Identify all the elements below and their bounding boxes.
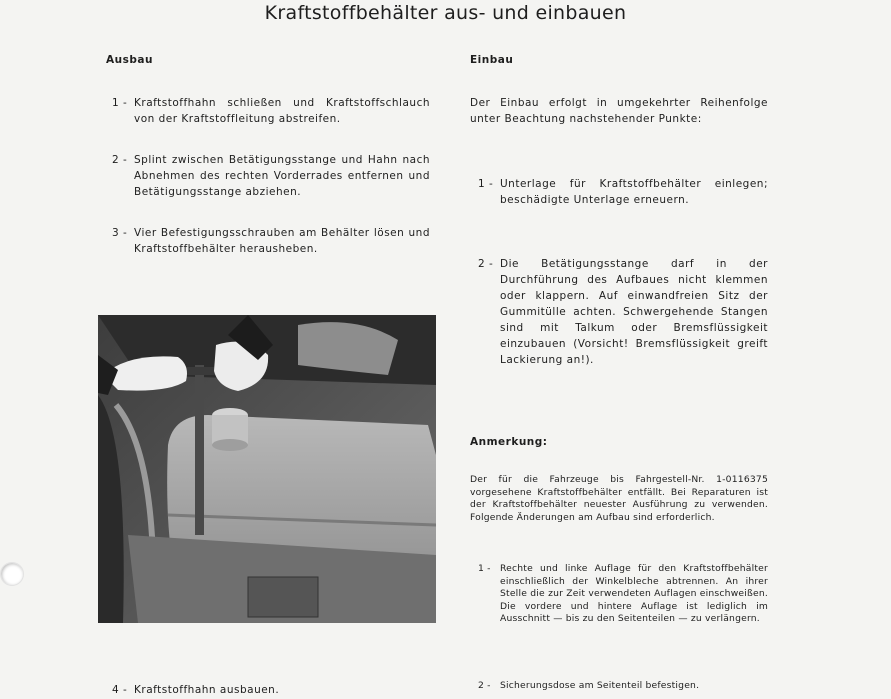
step-text: Unterlage für Kraftstoffbehälter einlegen; beschädigte Unterlage erneuern. xyxy=(500,178,768,206)
punch-hole xyxy=(0,562,24,586)
step-number: 4 - xyxy=(112,684,128,696)
ausbau-step-4 xyxy=(112,682,430,698)
step-number: 2 - xyxy=(112,154,128,166)
step-text: Die Betätigungsstange darf in der Durchführung des Aufbaues nicht klemmen oder klappern. Auf einwandfreien Sitz der Gummitülle achten. Schwergehende Stangen sind mit Talkum oder Bremsflüssigkeit einzubauen (Vorsicht! Bremsflüssigkeit greift Lackierung an!). xyxy=(500,258,768,366)
step-text: Vier Befestigungsschrauben am Behälter lösen und Kraftstoffbehälter herausheben. xyxy=(134,227,430,255)
step-text: Rechte und linke Auflage für den Kraftstoffbehälter einschließlich der Winkelbleche abtrennen. An ihrer Stelle die zur Zeit verwendeten Auflagen einschweißen. Die vordere und hintere Auflage ist lediglich im Ausschnitt — bis zu den Seitenteilen — zu verlängern. xyxy=(500,563,768,625)
page-title: Kraftstoffbehälter aus- und einbauen xyxy=(264,2,627,24)
step-text: Splint zwischen Betätigungsstange und Hahn nach Abnehmen des rechten Vorderrades entfernen und Betätigungsstange abziehen. xyxy=(134,154,430,198)
step-text: Sicherungsdose am Seitenteil befestigen. xyxy=(500,680,700,691)
ausbau-step-3 xyxy=(112,225,430,257)
step-text: Kraftstoffhahn ausbauen. xyxy=(134,684,280,696)
einbau-step-1 xyxy=(478,176,768,208)
step-number: 1 - xyxy=(478,563,491,574)
ausbau-step-1 xyxy=(112,95,430,127)
step-text: Kraftstoffhahn schließen und Kraftstoffschlauch von der Kraftstoffleitung abstreifen. xyxy=(134,97,430,125)
step-number: 1 - xyxy=(478,178,494,190)
anmerkung-step-1 xyxy=(478,563,768,626)
ausbau-step-2 xyxy=(112,152,430,200)
step-number: 2 - xyxy=(478,258,494,270)
step-number: 2 - xyxy=(478,680,491,691)
anmerkung-heading: Anmerkung: xyxy=(470,436,548,448)
anmerkung-step-2 xyxy=(478,680,768,693)
step-number: 1 - xyxy=(112,97,128,109)
ausbau-heading: Ausbau xyxy=(106,54,153,66)
einbau-heading: Einbau xyxy=(470,54,514,66)
step-number: 3 - xyxy=(112,227,128,239)
einbau-step-2 xyxy=(478,256,768,368)
einbau-intro: Der Einbau erfolgt in umgekehrter Reihenfolge unter Beachtung nachstehender Punkte: xyxy=(470,97,768,125)
fuel-tank-photo xyxy=(98,315,436,623)
anmerkung-intro: Der für die Fahrzeuge bis Fahrgestell-Nr. 1-0116375 vorgesehene Kraftstoffbehälter entfällt. Bei Reparaturen ist der Kraftstoffbehälter neuester Ausführung zu verwenden. Folgende Änderungen am Aufbau sind erforderlich. xyxy=(470,474,768,523)
